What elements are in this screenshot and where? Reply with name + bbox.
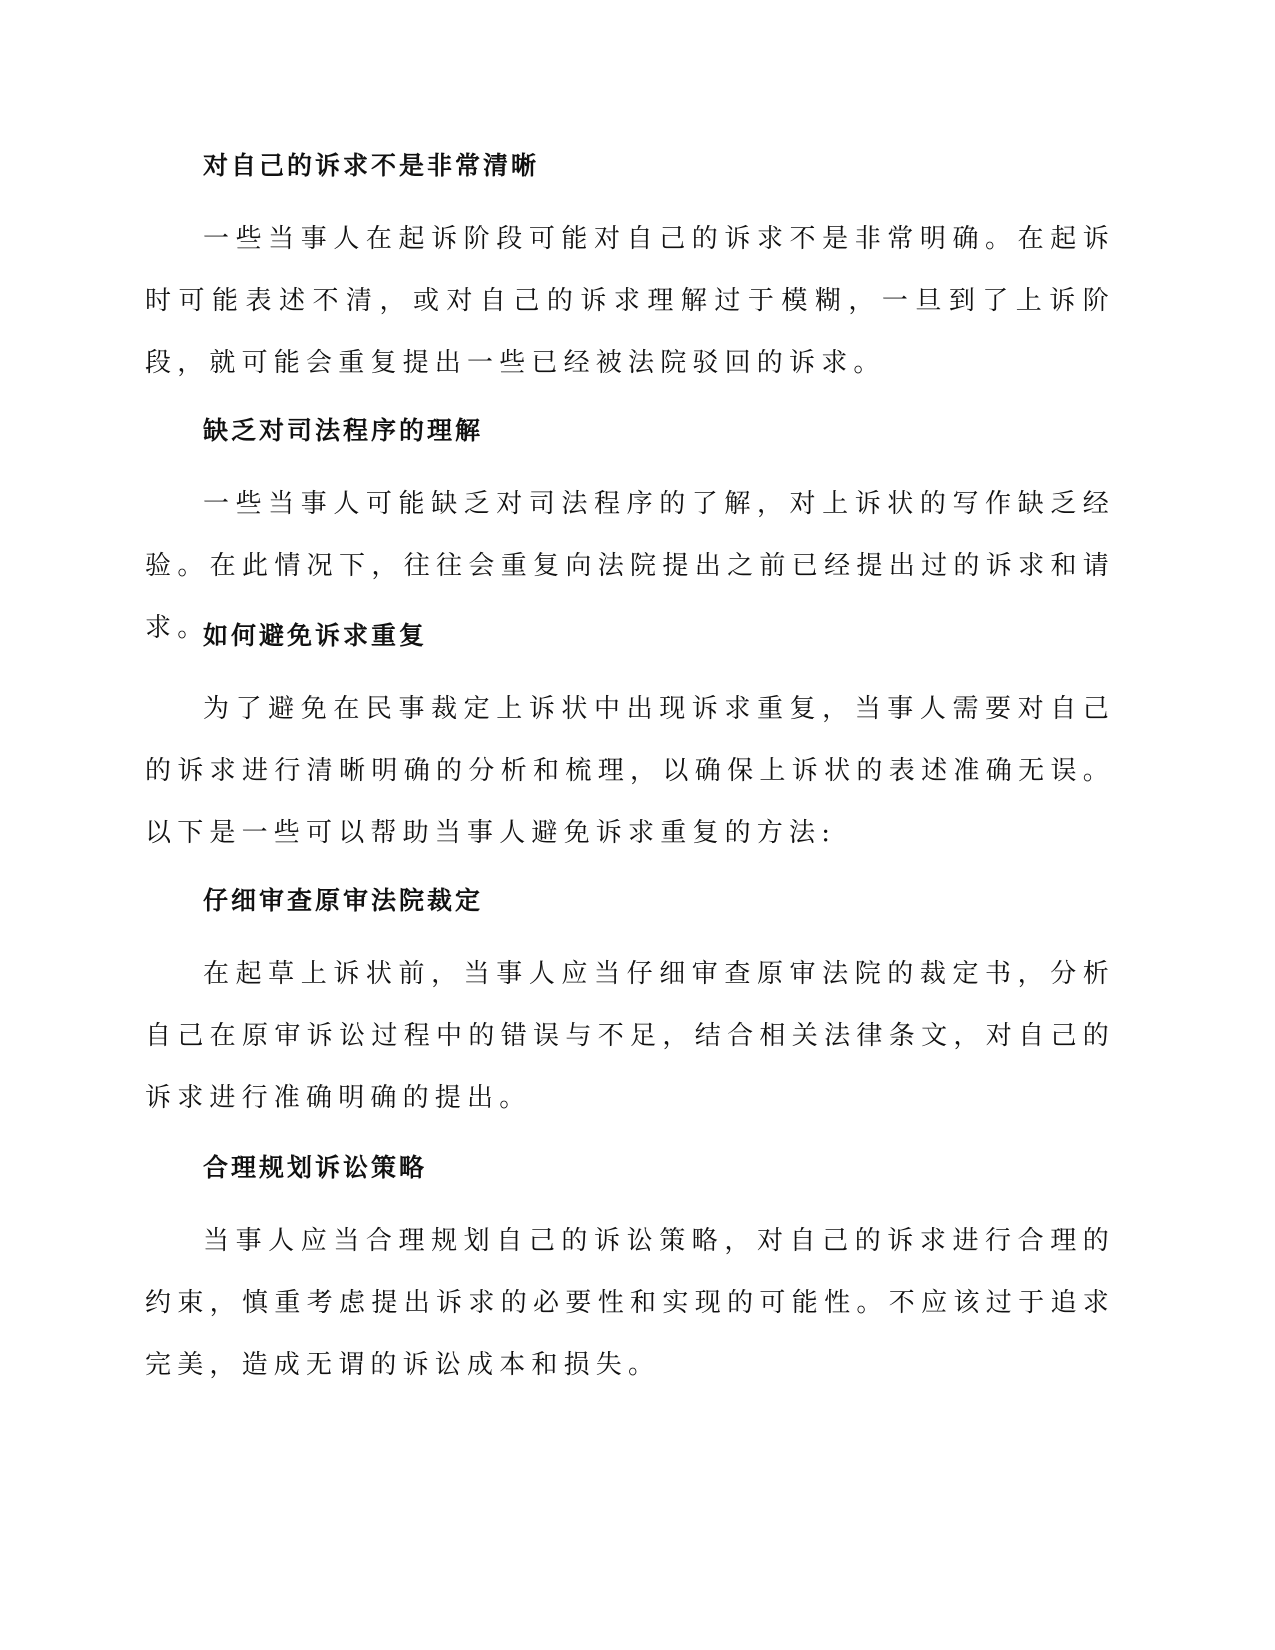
section-paragraph: 一些当事人在起诉阶段可能对自己的诉求不是非常明确。在起诉时可能表述不清，或对自己的诉求理解过于模糊，一旦到了上诉阶段，就可能会重复提出一些已经被法院驳回的诉求。 [145,224,1115,378]
section-heading: 仔细审查原审法院裁定 [203,886,484,915]
section-paragraph: 当事人应当合理规划自己的诉讼策略，对自己的诉求进行合理的约束，慎重考虑提出诉求的必要性和实现的可能性。不应该过于追求完美，造成无谓的诉讼成本和损失。 [145,1226,1115,1380]
section-heading: 对自己的诉求不是非常清晰 [203,151,540,180]
section-heading: 缺乏对司法程序的理解 [203,416,484,445]
section-heading: 如何避免诉求重复 [203,621,428,650]
section-paragraph: 在起草上诉状前，当事人应当仔细审查原审法院的裁定书，分析自己在原审诉讼过程中的错误与不足，结合相关法律条文，对自己的诉求进行准确明确的提出。 [145,959,1115,1113]
section-paragraph: 一些当事人可能缺乏对司法程序的了解，对上诉状的写作缺乏经验。在此情况下，往往会重复向法院提出之前已经提出过的诉求和请求。 [145,489,1115,643]
section-heading: 合理规划诉讼策略 [203,1153,428,1182]
document-page [145,0,1135,1650]
section-paragraph: 为了避免在民事裁定上诉状中出现诉求重复，当事人需要对自己的诉求进行清晰明确的分析和梳理，以确保上诉状的表述准确无误。以下是一些可以帮助当事人避免诉求重复的方法: [145,694,1115,848]
